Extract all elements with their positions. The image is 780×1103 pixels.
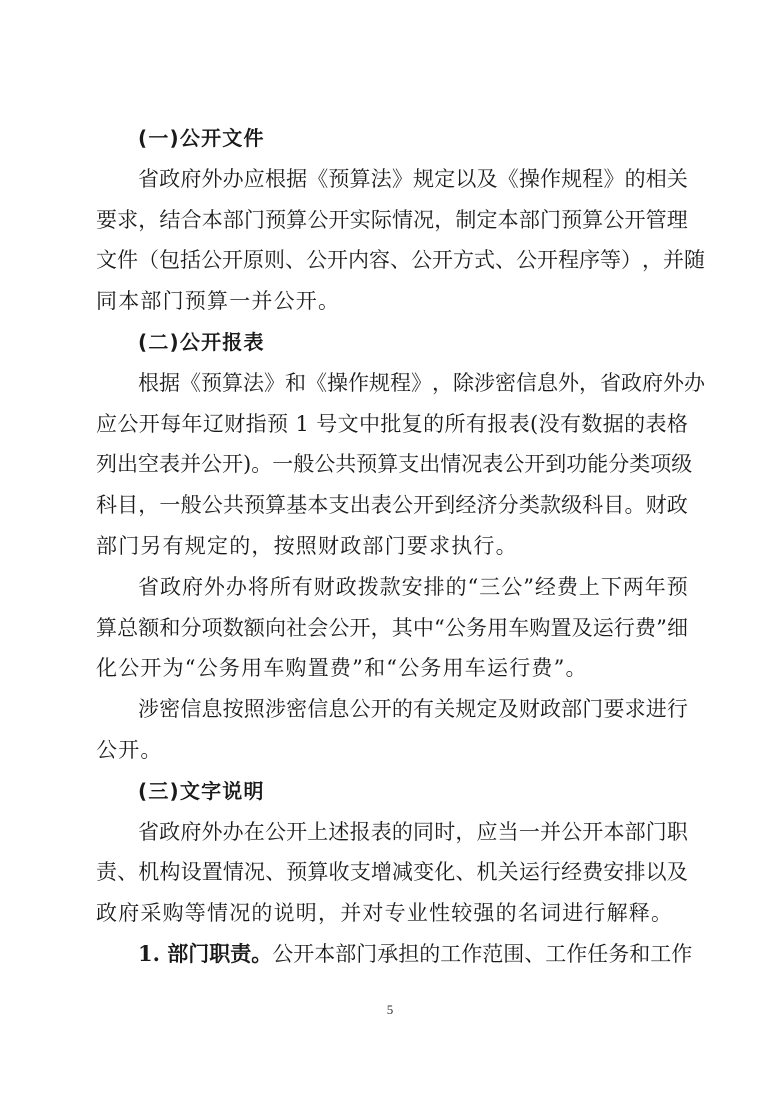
line-text: 部门另有规定的，按照财政部门要求执行。 (96, 533, 518, 558)
paragraph-line (96, 240, 705, 281)
line-text: 同本部门预算一并公开。 (96, 289, 341, 314)
paragraph-line (96, 444, 693, 485)
line-text: 政府采购等情况的说明，并对专业性较强的名词进行解释。 (96, 901, 674, 926)
paragraph-line (96, 526, 688, 567)
paragraph-line (96, 281, 688, 322)
paragraph-line (96, 363, 705, 404)
paragraph-line (96, 852, 688, 893)
line-text: 省 政 府 外 办 应 根 据 《 预 算 法 》 规 定 以 及 《 操 作 规 程 》 的 相 关 (138, 166, 688, 191)
line-text: (二)公开报表 (138, 329, 265, 354)
line-text: 要 求 ， 结 合 本 部 门 预 算 公 开 实 际 情 况 ， 制 定 本 部 门 预 算 公 开 管 理 (96, 207, 688, 232)
line-text: 算 总 额 和 分 项 数 额 向 社 会 公 开 ， 其 中 “ 公 务 用 车 购 置 及 运 行 费 ” 细 (96, 615, 688, 640)
line-text: 涉 密 信 息 按 照 涉 密 信 息 公 开 的 有 关 规 定 及 财 政 部 门 要 求 进 行 (138, 697, 688, 722)
line-text: 省 政 府 外 办 将 所 有 财 政 拨 款 安 排 的 “ 三 公 ” 经 费 上 下 两 年 预 (138, 574, 688, 599)
paragraph-line (96, 485, 688, 526)
line-text: 根 据 《 预 算 法 》 和 《 操 作 规 程 》 ， 除 涉 密 信 息 外 ， 省 政 府 外 办 (138, 370, 705, 395)
paragraph-line (96, 689, 688, 730)
line-text: (一)公开文件 (138, 126, 265, 150)
line-text: 公开。 (96, 737, 163, 762)
paragraph-line (96, 934, 693, 975)
line-text: 省 政 府 外 办 在 公 开 上 述 报 表 的 同 时 ， 应 当 一 并 公 开 本 部 门 职 (138, 819, 688, 844)
paragraph-line (96, 567, 688, 608)
line-text: 责 、 机 构 设 置 情 况 、 预 算 收 支 增 减 变 化 、 机 关 运 行 经 费 安 排 以 及 (96, 860, 688, 885)
paragraph-line (96, 812, 688, 853)
line-text: 列 出 空 表 并 公 开 ) 。 一 般 公 共 预 算 支 出 情 况 表 公 开 到 功 能 分 类 项 级 (96, 452, 693, 477)
paragraph-line (96, 159, 688, 200)
item-title: 1. 部门职责。 (138, 940, 273, 966)
line-text: 化公开为“公务用车购置费”和“公务用车运行费”。 (96, 656, 588, 681)
line-text: 科 目 ， 一 般 公 共 预 算 基 本 支 出 表 公 开 到 经 济 分 类 款 级 科 目 。 财 政 (96, 493, 688, 518)
paragraph-line (96, 893, 688, 934)
paragraph-line (96, 648, 688, 689)
section-heading (96, 118, 688, 159)
paragraph-line (96, 608, 688, 649)
paragraph-line (96, 200, 688, 241)
section-heading (96, 322, 688, 363)
line-text: (三)文字说明 (138, 778, 265, 803)
page-number: 5 (386, 1002, 394, 1017)
line-text: 文 件 （ 包 括 公 开 原 则 、 公 开 内 容 、 公 开 方 式 、 公 开 程 序 等 ） ， 并 随 (96, 248, 705, 273)
section-heading (96, 771, 688, 812)
paragraph-line (96, 730, 688, 771)
paragraph-line (96, 404, 688, 445)
item-text: 公开本部门承担的工作范围、工作任务和工作 (272, 941, 693, 966)
document-body (96, 118, 705, 975)
line-text: 应 公 开 每 年 辽 财 指 预 1 号 文 中 批 复 的 所 有 报 表 ( 没 有 数 据 的 表 格 (96, 411, 688, 436)
